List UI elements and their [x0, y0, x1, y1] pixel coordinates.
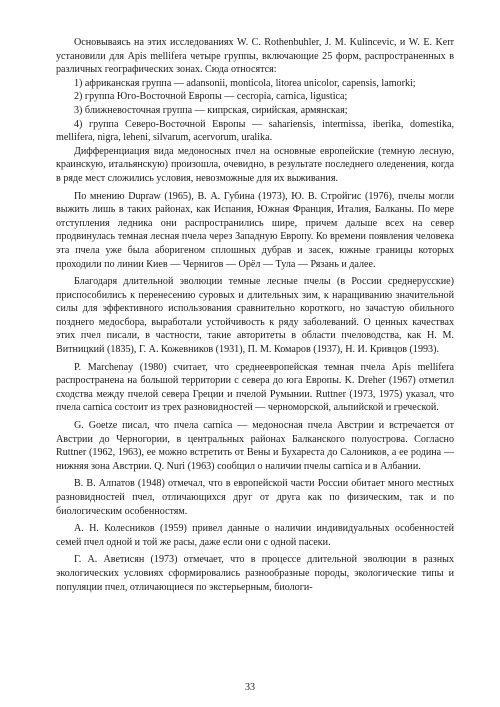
paragraph-marchenay: P. Marchenay (1980) считает, что среднеевропейская темная пчела Apis mellifera распространена на большой территории с севера до юга Европы. K. Dreher (1967) отметил сходства между пчелой севера Греции и пчелой Румынии. Ruttner (1973, 1975) указал, что пчела carnica состоит из трех разновидностей — черноморской, альпийской и греческой.: [56, 361, 454, 414]
paragraph-alpatov: В. В. Алпатов (1948) отмечал, что в европейской части России обитает много местных разновидностей пчел, отличающихся друг от друга как по физическим, так и по биологическим особенностям.: [56, 478, 454, 517]
paragraph-differentiation: Дифференциация вида медоносных пчел на основные европейские (темную лесную, краинскую, итальянскую) произошла, очевидно, в результате последнего оледенения, когда в ряде мест сложились условия, невозможные для их выживания.: [56, 145, 454, 184]
body-text: [56, 36, 454, 594]
page-number: 33: [245, 682, 255, 693]
paragraph-goetze: G. Goetze писал, что пчела carnica — медоносная пчела Австрии и встречается от Австрии до Черногории, в центральных районах Балканского полуострова. Согласно Ruttner (1962, 1963), ее можно встретить от Вены и Бухареста до Салоников, а ее родина — нижняя зона Австрии. Q. Nuri (1963) сообщил о наличии пчелы carnica и в Албании.: [56, 420, 454, 472]
list-item-african-group: 1) африканская группа — adansonii, monticola, litorea unicolor, capensis, lamorki;: [74, 77, 416, 89]
paragraph-kolesnikov: А. Н. Колесников (1959) привел данные о наличии индивидуальных особенностей семей пчел одной и той же расы, даже если они с одной пасеки.: [56, 523, 454, 548]
paragraph-intro: Основываясь на этих исследованиях W. C. Rothenbuhler, J. M. Kulincevic, и W. E. Kerr установили для Apis mellifera четыре группы, включающие 25 форм, распространенных в различных географических зонах. Сюда относятся:: [56, 37, 454, 76]
list-item-near-east-group: 3) ближневосточная группа — кипрская, сирийская, армянская;: [74, 104, 348, 116]
paragraph-avetisyan: Г. А. Аветисян (1973) отмечает, что в процессе длительной эволюции в разных экологических условиях сформировались разнообразные породы, экологические типы и популяции пчел, отличающиеся по экстерьерным, биологи-: [56, 554, 454, 593]
list-item-southeast-europe-group: 2) группа Юго-Восточной Европы — cecropia, carnica, ligustica;: [74, 91, 348, 103]
list-item-northeast-europe-group: 4) группа Северо-Восточной Европы — sahariensis, intermissa, iberika, domestika, mellifera, nigra, leheni, silvarum, acervorum, uralika.: [56, 118, 454, 144]
paragraph-dupraw: По мнению Dupraw (1965), В. А. Губина (1973), Ю. В. Стройгис (1976), пчелы могли выжить лишь в таких районах, как Испания, Южная Франция, Италия, Балканы. По мере отступления ледника они распространились шире, причем дальше всех на север продвинулась темная лесная пчела через Западную Европу. Ко времени появления человека эта пчела уже была аборигеном сплошных дубрав и засек, южные границы которых проходили по линии Киев — Чернигов — Орёл — Тула — Рязань и далее.: [56, 190, 454, 270]
paragraph-evolution: Благодаря длительной эволюции темные лесные пчелы (в России среднерусские) приспособились к перенесению суровых и длительных зим, к наращиванию значительной силы для эффективного использования сравнительно короткого, но зачастую обильного позднего медосбора, выработали устойчивость к ряду заболеваний. О ценных качествах этих пчел писали, в частности, такие авторитеты в области пчеловодства, как Н. М. Витницкий (1835), Г. А. Кожевников (1931), П. М. Комаров (1937), Н. И. Кривцов (1993).: [56, 276, 454, 356]
